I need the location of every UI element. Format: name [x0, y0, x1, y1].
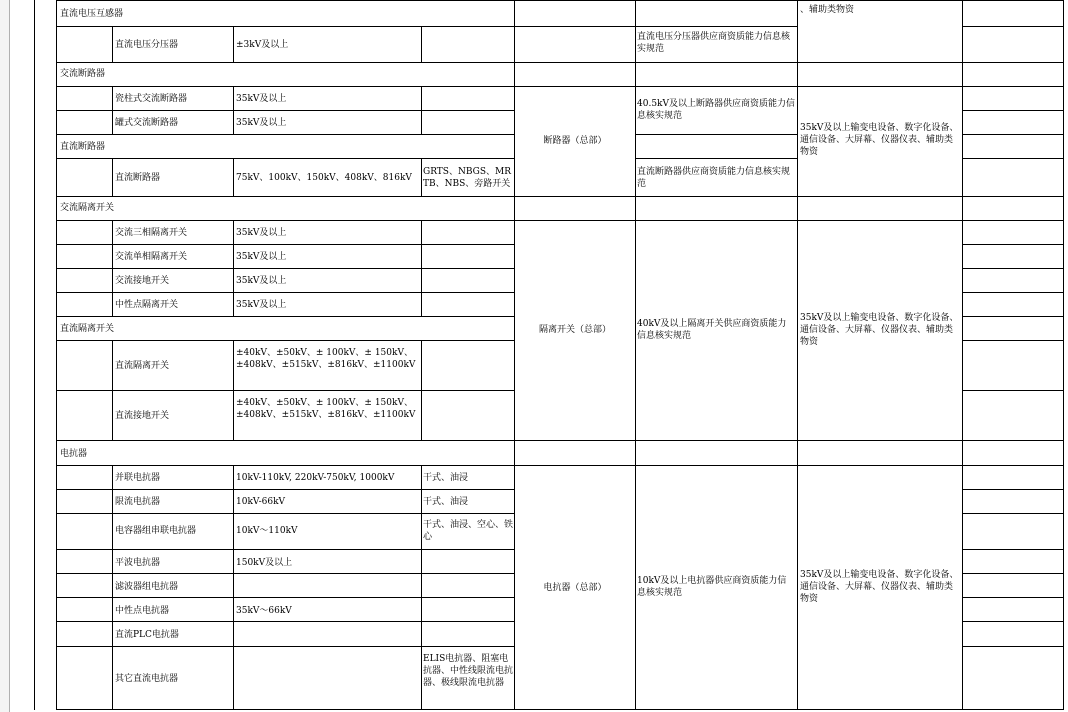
item-spec: ±3kV及以上 — [236, 40, 289, 50]
top-category-cell: 、辅助类物资 — [800, 5, 855, 15]
item-type: GRTS、NBGS、MRTB、NBS、旁路开关 — [423, 167, 511, 189]
item-name: 平波电抗器 — [115, 558, 161, 568]
grid-line — [635, 440, 798, 441]
item-name: 并联电抗器 — [115, 473, 161, 483]
grid-line — [112, 26, 113, 63]
grid-line — [56, 158, 515, 159]
left-page-edge — [0, 0, 10, 712]
section-reactor: 电抗器 — [60, 449, 88, 459]
item-name: 罐式交流断路器 — [115, 118, 179, 128]
section-dc-voltage-transformer: 直流电压互感器 — [60, 9, 124, 19]
item-spec: ±40kV、±50kV、± 100kV、± 150kV、±408kV、±515kV、±816kV、±1100kV — [236, 398, 416, 420]
grid-line — [233, 220, 234, 317]
item-spec: 35kV及以上 — [236, 300, 287, 310]
grid-line — [56, 340, 515, 341]
item-name: 电容器组串联电抗器 — [115, 526, 197, 536]
breaker-category: 35kV及以上输变电设备、数字化设备、通信设备、大屏幕、仪器仪表、辅助类物资 — [800, 123, 959, 157]
section-dc-breaker: 直流断路器 — [60, 142, 106, 152]
grid-line — [962, 86, 1064, 87]
item-spec: 35kV及以上 — [236, 94, 287, 104]
grid-line — [56, 513, 515, 514]
grid-line — [962, 244, 1064, 245]
grid-line — [962, 513, 1064, 514]
grid-line — [56, 0, 515, 1]
grid-line — [233, 340, 234, 441]
item-spec: 10kV-110kV, 220kV-750kV, 1000kV — [236, 473, 395, 483]
grid-line — [962, 390, 1064, 391]
grid-line — [112, 158, 113, 197]
grid-line — [112, 340, 113, 441]
grid-line — [56, 0, 57, 710]
grid-line — [962, 549, 1064, 550]
item-name: 瓷柱式交流断路器 — [115, 94, 188, 104]
grid-line — [962, 316, 1064, 317]
grid-line — [56, 62, 515, 63]
grid-line — [421, 158, 422, 197]
grid-line — [34, 0, 35, 710]
grid-line — [635, 0, 636, 710]
item-spec: 35kV及以上 — [236, 276, 287, 286]
grid-line — [962, 26, 1064, 27]
grid-line — [56, 597, 515, 598]
grid-line — [56, 244, 515, 245]
grid-line — [797, 440, 963, 441]
grid-line — [635, 709, 798, 710]
grid-line — [56, 390, 515, 391]
section-ac-disconnector: 交流隔离开关 — [60, 203, 115, 213]
disconnector-standard: 40kV及以上隔离开关供应商资质能力信息核实规范 — [637, 319, 787, 341]
grid-line — [56, 86, 515, 87]
item-name: 滤波器组电抗器 — [115, 582, 179, 592]
grid-line — [797, 62, 963, 63]
item-name: 直流接地开关 — [115, 411, 170, 421]
item-spec: 10kV-66kV — [236, 497, 286, 507]
section-ac-breaker: 交流断路器 — [60, 69, 106, 79]
grid-line — [797, 0, 963, 1]
grid-line — [514, 196, 636, 197]
item-name: 交流三相隔离开关 — [115, 228, 188, 238]
reactor-category: 35kV及以上输变电设备、数字化设备、通信设备、大屏幕、仪器仪表、辅助类物资 — [800, 570, 959, 604]
item-name: 交流接地开关 — [115, 276, 170, 286]
item-name: 中性点隔离开关 — [115, 300, 179, 310]
grid-line — [635, 158, 798, 159]
disconnector-department: 隔离开关（总部） — [538, 325, 611, 335]
grid-line — [635, 26, 798, 27]
item-name: 直流断路器 — [115, 173, 161, 183]
item-spec: 75kV、100kV、150kV、408kV、816kV — [236, 173, 412, 183]
item-name: 直流隔离开关 — [115, 361, 170, 371]
item-spec: 35kV及以上 — [236, 118, 287, 128]
grid-line — [514, 26, 636, 27]
grid-line — [797, 86, 963, 87]
grid-line — [962, 220, 1064, 221]
item-type: 干式、油浸 — [423, 497, 469, 507]
grid-line — [962, 110, 1064, 111]
item-name: 直流PLC电抗器 — [115, 630, 179, 640]
item-name: 直流电压分压器 — [115, 40, 179, 50]
grid-line — [112, 465, 113, 710]
grid-line — [421, 86, 422, 135]
grid-line — [635, 465, 798, 466]
item-name: 中性点电抗器 — [115, 606, 170, 616]
item-name: 交流单相隔离开关 — [115, 252, 188, 262]
grid-line — [56, 440, 515, 441]
grid-line — [962, 340, 1064, 341]
grid-line — [635, 0, 798, 1]
grid-line — [797, 465, 963, 466]
grid-line — [962, 597, 1064, 598]
grid-line — [962, 573, 1064, 574]
grid-line — [56, 292, 515, 293]
grid-line — [797, 196, 963, 197]
grid-line — [56, 196, 515, 197]
reactor-department: 电抗器（总部） — [543, 582, 607, 593]
grid-line — [514, 0, 636, 1]
grid-line — [56, 549, 515, 550]
grid-line — [797, 0, 798, 710]
item-spec: 10kV～110kV — [236, 526, 298, 536]
grid-line — [56, 26, 515, 27]
grid-line — [56, 709, 515, 710]
item-name: 其它直流电抗器 — [115, 674, 179, 684]
item-type: ELIS电抗器、阻塞电抗器、中性线限流电抗器、极线限流电抗器 — [423, 654, 514, 688]
item-type: 干式、油浸 — [423, 473, 469, 483]
grid-line — [56, 110, 515, 111]
item-standard: 直流断路器供应商资质能力信息核实规范 — [637, 167, 791, 189]
grid-line — [797, 709, 963, 710]
grid-line — [635, 62, 798, 63]
grid-line — [56, 465, 515, 466]
grid-line — [56, 220, 515, 221]
grid-line — [421, 26, 422, 63]
grid-line — [421, 220, 422, 317]
grid-line — [962, 489, 1064, 490]
grid-line — [962, 646, 1064, 647]
grid-line — [797, 220, 963, 221]
grid-line — [962, 62, 1064, 63]
grid-line — [962, 440, 1064, 441]
grid-line — [56, 134, 515, 135]
grid-line — [421, 465, 422, 710]
grid-line — [233, 158, 234, 197]
grid-line — [962, 0, 1064, 1]
item-spec: 35kV及以上 — [236, 252, 287, 262]
item-standard: 直流电压分压器供应商资质能力信息核实规范 — [637, 32, 791, 54]
grid-line — [962, 292, 1064, 293]
grid-line — [962, 134, 1064, 135]
reactor-standard: 10kV及以上电抗器供应商资质能力信息核实规范 — [637, 576, 787, 598]
item-spec: ±40kV、±50kV、± 100kV、± 150kV、±408kV、±515kV、±816kV、±1100kV — [236, 348, 416, 370]
grid-line — [962, 196, 1064, 197]
item-spec: 35kV～66kV — [236, 606, 292, 616]
section-dc-disconnector: 直流隔离开关 — [60, 324, 115, 334]
grid-line — [635, 134, 798, 135]
grid-line — [421, 340, 422, 441]
grid-line — [56, 573, 515, 574]
grid-line — [233, 465, 234, 710]
grid-line — [56, 646, 515, 647]
grid-line — [635, 220, 798, 221]
grid-line — [962, 158, 1064, 159]
grid-line — [962, 0, 963, 710]
disconnector-category: 35kV及以上输变电设备、数字化设备、通信设备、大屏幕、仪器仪表、辅助类物资 — [800, 313, 959, 347]
grid-line — [233, 26, 234, 63]
grid-line — [962, 465, 1064, 466]
grid-line — [514, 62, 636, 63]
grid-line — [635, 86, 798, 87]
grid-line — [962, 709, 1064, 710]
grid-line — [56, 268, 515, 269]
item-type: 干式、油浸、空心、铁心 — [423, 520, 514, 542]
item-name: 限流电抗器 — [115, 497, 161, 507]
grid-line — [962, 268, 1064, 269]
item-spec: 150kV及以上 — [236, 558, 293, 568]
grid-line — [1063, 0, 1064, 710]
grid-line — [56, 621, 515, 622]
grid-line — [635, 196, 798, 197]
breaker-department: 断路器（总部） — [543, 136, 607, 146]
breaker-standard: 40.5kV及以上断路器供应商资质能力信息核实规范 — [637, 99, 795, 121]
grid-line — [112, 86, 113, 135]
grid-line — [962, 621, 1064, 622]
grid-line — [112, 220, 113, 317]
grid-line — [56, 489, 515, 490]
grid-line — [56, 316, 515, 317]
grid-line — [514, 440, 636, 441]
item-spec: 35kV及以上 — [236, 228, 287, 238]
grid-line — [233, 86, 234, 135]
